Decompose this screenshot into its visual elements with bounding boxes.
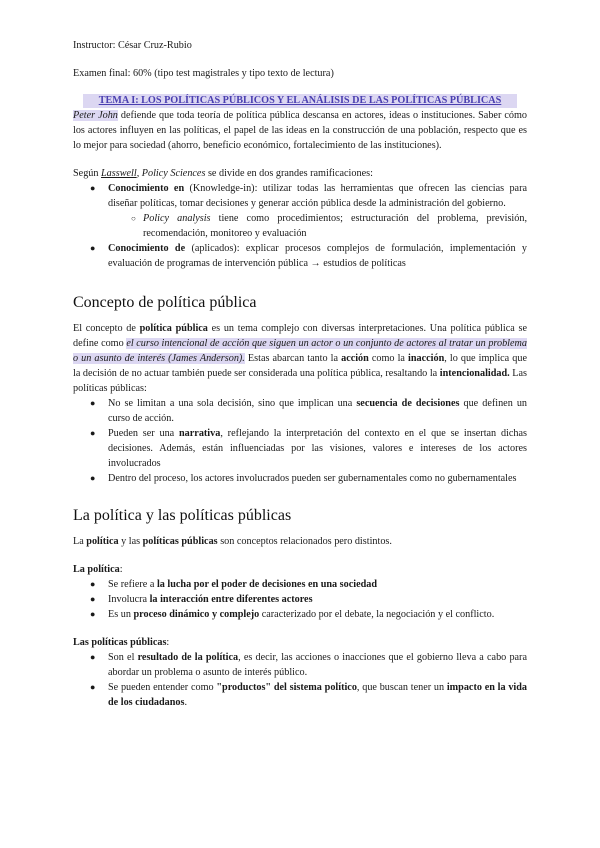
label-politicas-publicas [73,635,527,650]
text: : [166,637,170,648]
paragraph-text: defiende que toda teoría de política pública descansa en actores, ideas o instituciones. Saber cómo los actores influyen en las políticas, el papel de las ideas en la construcción de una población, respecto que es lo mejor para sociedad (ahorro, beneficio económico, fortalecimiento de las instituciones). [73,110,527,151]
list-item [73,211,527,241]
list-item [73,680,527,710]
instructor-line: Instructor: César Cruz-Rubio [73,40,192,51]
tema-heading-wrap [73,94,527,108]
text: que definen un curso de acción. [108,398,528,424]
bullet-icon: ● [90,594,96,604]
list-item [73,607,527,622]
text: como la [368,353,409,364]
sub-list [73,211,527,241]
bullet-icon: ● [90,682,96,692]
politica-intro [73,534,527,549]
highlighted-definition: el curso intencional de acción que siguen un actor o un conjunto de actores al tratar un problema o un asunto de interés (James Anderson). [73,338,527,364]
bullet-icon: ● [90,428,96,438]
text: El concepto de [73,323,140,334]
bold-term: narrativa [179,428,221,439]
bold-term: la lucha por el poder de decisiones en una sociedad [156,579,378,590]
text: , es decir, las acciones o inacciones que el gobierno lleva a cabo para abordar un problema o asunto de interés público. [108,652,527,678]
concepto-list [73,396,527,486]
bold-term: políticas públicas [142,536,218,547]
list-item [73,426,527,471]
list-item [73,650,527,680]
text: (aplicados): explicar procesos complejos de formulación, implementación y evaluación de programas de intervención pública → estudios de políticas [108,243,527,269]
text: se divide en dos grandes ramificaciones: [205,168,373,179]
bold-term: impacto en la vida de los ciudadanos [108,682,528,708]
author-lasswell: Lasswell [101,168,137,179]
text: Dentro del proceso, los actores involucrados pueden ser gubernamentales como no gubernamentales [108,473,517,484]
section-label: La política [73,564,120,575]
bold-term: Conocimiento en [108,183,185,194]
ramificaciones-list [73,181,527,211]
text: Pueden ser una [108,428,180,439]
text: La [73,536,87,547]
bullet-icon: ● [90,183,96,193]
text: y las [118,536,143,547]
tema-paragraph-2 [73,166,527,181]
bold-term: resultado de la política [137,652,239,663]
politicas-publicas-list [73,650,527,710]
bullet-icon: ● [90,243,96,253]
bold-term: inacción [408,353,445,364]
list-item [73,181,527,211]
text: es un tema complejo con diversas interpretaciones. Una política pública se define como [73,323,527,349]
bullet-icon: ● [90,652,96,662]
text: , que buscan tener un [356,682,447,693]
tema-heading: TEMA I: LOS POLÍTICAS PÚBLICOS Y EL ANÁLISIS DE LAS POLÍTICAS PÚBLICAS [83,94,517,108]
list-item [73,592,527,607]
exam-line: Examen final: 60% (tipo test magistrales y tipo texto de lectura) [73,68,334,79]
la-politica-list [73,577,527,622]
bold-term: "productos" del sistema político [216,682,357,693]
bullet-icon: ● [90,579,96,589]
text: Según [73,168,102,179]
text: Son el [108,652,138,663]
bold-term: acción [341,353,369,364]
label-la-politica [73,562,527,577]
text: , reflejando la interpretación del contexto en el que se insertan dichas decisiones. Además, están influenciadas por las visiones, valores e intereses de los actores involucrados [108,428,527,469]
bold-term: proceso dinámico y complejo [133,609,260,620]
bullet-icon: ● [90,398,96,408]
bold-term: Conocimiento de [108,243,186,254]
list-item [73,577,527,592]
list-item [73,241,527,271]
bold-term: política [86,536,119,547]
concepto-title: Concepto de política pública [73,294,257,311]
text: caracterizado por el debate, la negociación y el conflicto. [259,609,495,620]
text: Involucra [108,594,150,605]
section-label: Las políticas públicas [73,637,167,648]
text: tiene como procedimientos; estructuración del problema, previsión, recomendación, monitoreo y evaluación [143,213,527,239]
text: son conceptos relacionados pero distintos. [217,536,392,547]
text: Las políticas públicas: [73,368,527,394]
list-item [73,471,527,486]
text: . [184,697,187,708]
concepto-paragraph [73,321,527,396]
tema-paragraph-1 [73,108,527,153]
text: : [119,564,123,575]
text: Se pueden entender como [108,682,217,693]
bold-term: secuencia de decisiones [356,398,460,409]
list-item [73,396,527,426]
text: , lo que implica que la decisión de no actuar también puede ser considerada una política pública, resaltando la [73,353,527,379]
bold-term: política pública [139,323,208,334]
bold-term: la interacción entre diferentes actores [149,594,313,605]
circle-bullet-icon: ○ [131,214,136,223]
bold-term: intencionalidad. [439,368,510,379]
text: , [136,168,142,179]
politica-title: La política y las políticas públicas [73,507,292,524]
author-peter-john: Peter John [73,110,118,121]
ramificaciones-list-2 [73,241,527,271]
text: No se limitan a una sola decisión, sino que implican una [108,398,357,409]
bullet-icon: ● [90,609,96,619]
bullet-icon: ● [90,473,96,483]
work-policy-sciences: Policy Sciences [141,168,206,179]
text: (Knowledge-in): utilizar todas las herramientas que ofrecen las ciencias para diseñar políticas, tomar decisiones y generar acción pública desde la administración del gobierno. [108,183,527,209]
italic-term: Policy analysis [143,213,211,224]
text: Estas abarcan tanto la [244,353,342,364]
text: Se refiere a [108,579,157,590]
text: Es un [108,609,134,620]
